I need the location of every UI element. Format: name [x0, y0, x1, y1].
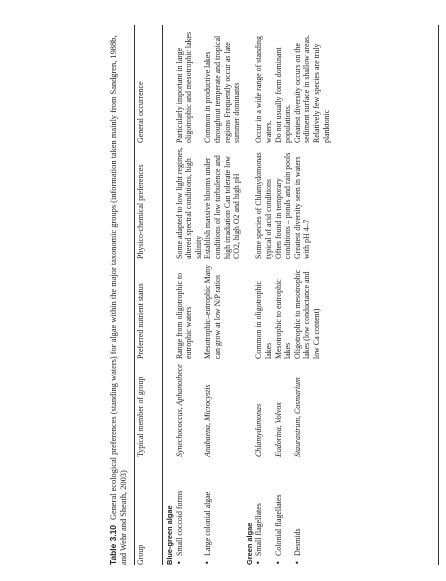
- section-label-blue-green: Blue-green algae: [165, 505, 174, 565]
- occurrence-cell: Do not usually form dominant populations.: [273, 47, 293, 143]
- nutrient-cell: Oligotrophic to mesotrophic lakes (low conductance and low Ca content): [292, 269, 321, 359]
- caption-text: General ecological preferences (standing waters) for algae within the major taxonomic groups (information taken mainly from Sandgren, 1988b, and Wehr and Sheath, 2003): [109, 35, 128, 565]
- header-occurrence: General occurrence: [136, 81, 145, 143]
- table-row: [274, 25, 293, 565]
- member-cell: Anabaena, Microcystis: [203, 384, 213, 457]
- bottom-rule: [438, 25, 439, 565]
- bullet-icon: •: [203, 560, 213, 565]
- section-row: [162, 25, 175, 565]
- nutrient-cell: Range from oligotrophic to eutrophic waters: [174, 272, 194, 359]
- bullet-icon: •: [292, 560, 302, 565]
- header-group: Group: [136, 544, 145, 565]
- occurrence-cell: Particularly important in large oligotrophic and mesotrophic lakes: [174, 31, 194, 143]
- occurrence-cell: Occur in a wide range of standing waters.: [254, 36, 273, 143]
- occurrence-cell: Common in productive lakes throughout temperate and tropical regions Frequently occur as late summer dominants: [203, 35, 242, 143]
- top-rule: [134, 25, 135, 565]
- member-cell: Chlamydomonas: [254, 403, 264, 457]
- section-label-green: Green algae: [244, 522, 254, 565]
- physico-cell: Often found in temporary conditions – ponds and rain pools: [273, 152, 293, 259]
- member-cell: Synechococcus, Aphanothece: [174, 364, 184, 457]
- table-row: [254, 25, 273, 565]
- nutrient-cell: Mesotrophic–eutrophic Many can grow at low N/P ratios: [203, 264, 222, 359]
- header-member: Typical member of group: [136, 376, 145, 457]
- group-cell: •Small coccoid forms: [174, 490, 184, 565]
- algae-preferences-table: [136, 25, 331, 565]
- occurrence-cell: Greatest diversity occurs on the sediment surface in shallow areas. Relatively few species are truly planktonic: [292, 34, 331, 143]
- physico-cell: Some species of Chlamydomonas typical of acid conditions: [254, 152, 273, 259]
- physico-cell: Some adapted to low light regimes, altered spectral conditions, high salinity: [174, 147, 203, 259]
- table-number: Table 3.10: [108, 525, 118, 565]
- nutrient-cell: Mesotrophic to eutrophic lakes: [273, 279, 293, 359]
- member-cell: Staurastrum, Cosmarium: [292, 377, 302, 457]
- group-cell: •Small flagellates: [254, 503, 264, 565]
- table-row: [293, 25, 331, 565]
- physico-cell: Establish massive blooms under conditions of low turbulence and high irradiation Can tolerate low CO2, high O2 and high pH: [203, 155, 242, 259]
- header-physico: Physico-chemical preferences: [136, 164, 145, 259]
- table-row: [203, 25, 241, 565]
- header-nutrient: Preferred nutrient status: [136, 283, 145, 359]
- table-row: [175, 25, 204, 565]
- header-row: [136, 25, 162, 565]
- nutrient-cell: Common in oligotrophic lakes: [254, 280, 273, 359]
- section-row: [242, 25, 255, 565]
- bullet-icon: •: [254, 560, 264, 565]
- member-cell: Eudorina, Volvox: [273, 402, 283, 457]
- table-caption: [108, 25, 129, 565]
- bullet-icon: •: [174, 560, 184, 565]
- physico-cell: Greatest diversity seen in waters with pH 4–7: [292, 156, 312, 259]
- group-cell: •Large colonial algae: [203, 491, 213, 565]
- group-cell: •Desmids: [292, 528, 302, 565]
- group-cell: •Colonial flagellates: [273, 494, 283, 565]
- bullet-icon: •: [273, 560, 283, 565]
